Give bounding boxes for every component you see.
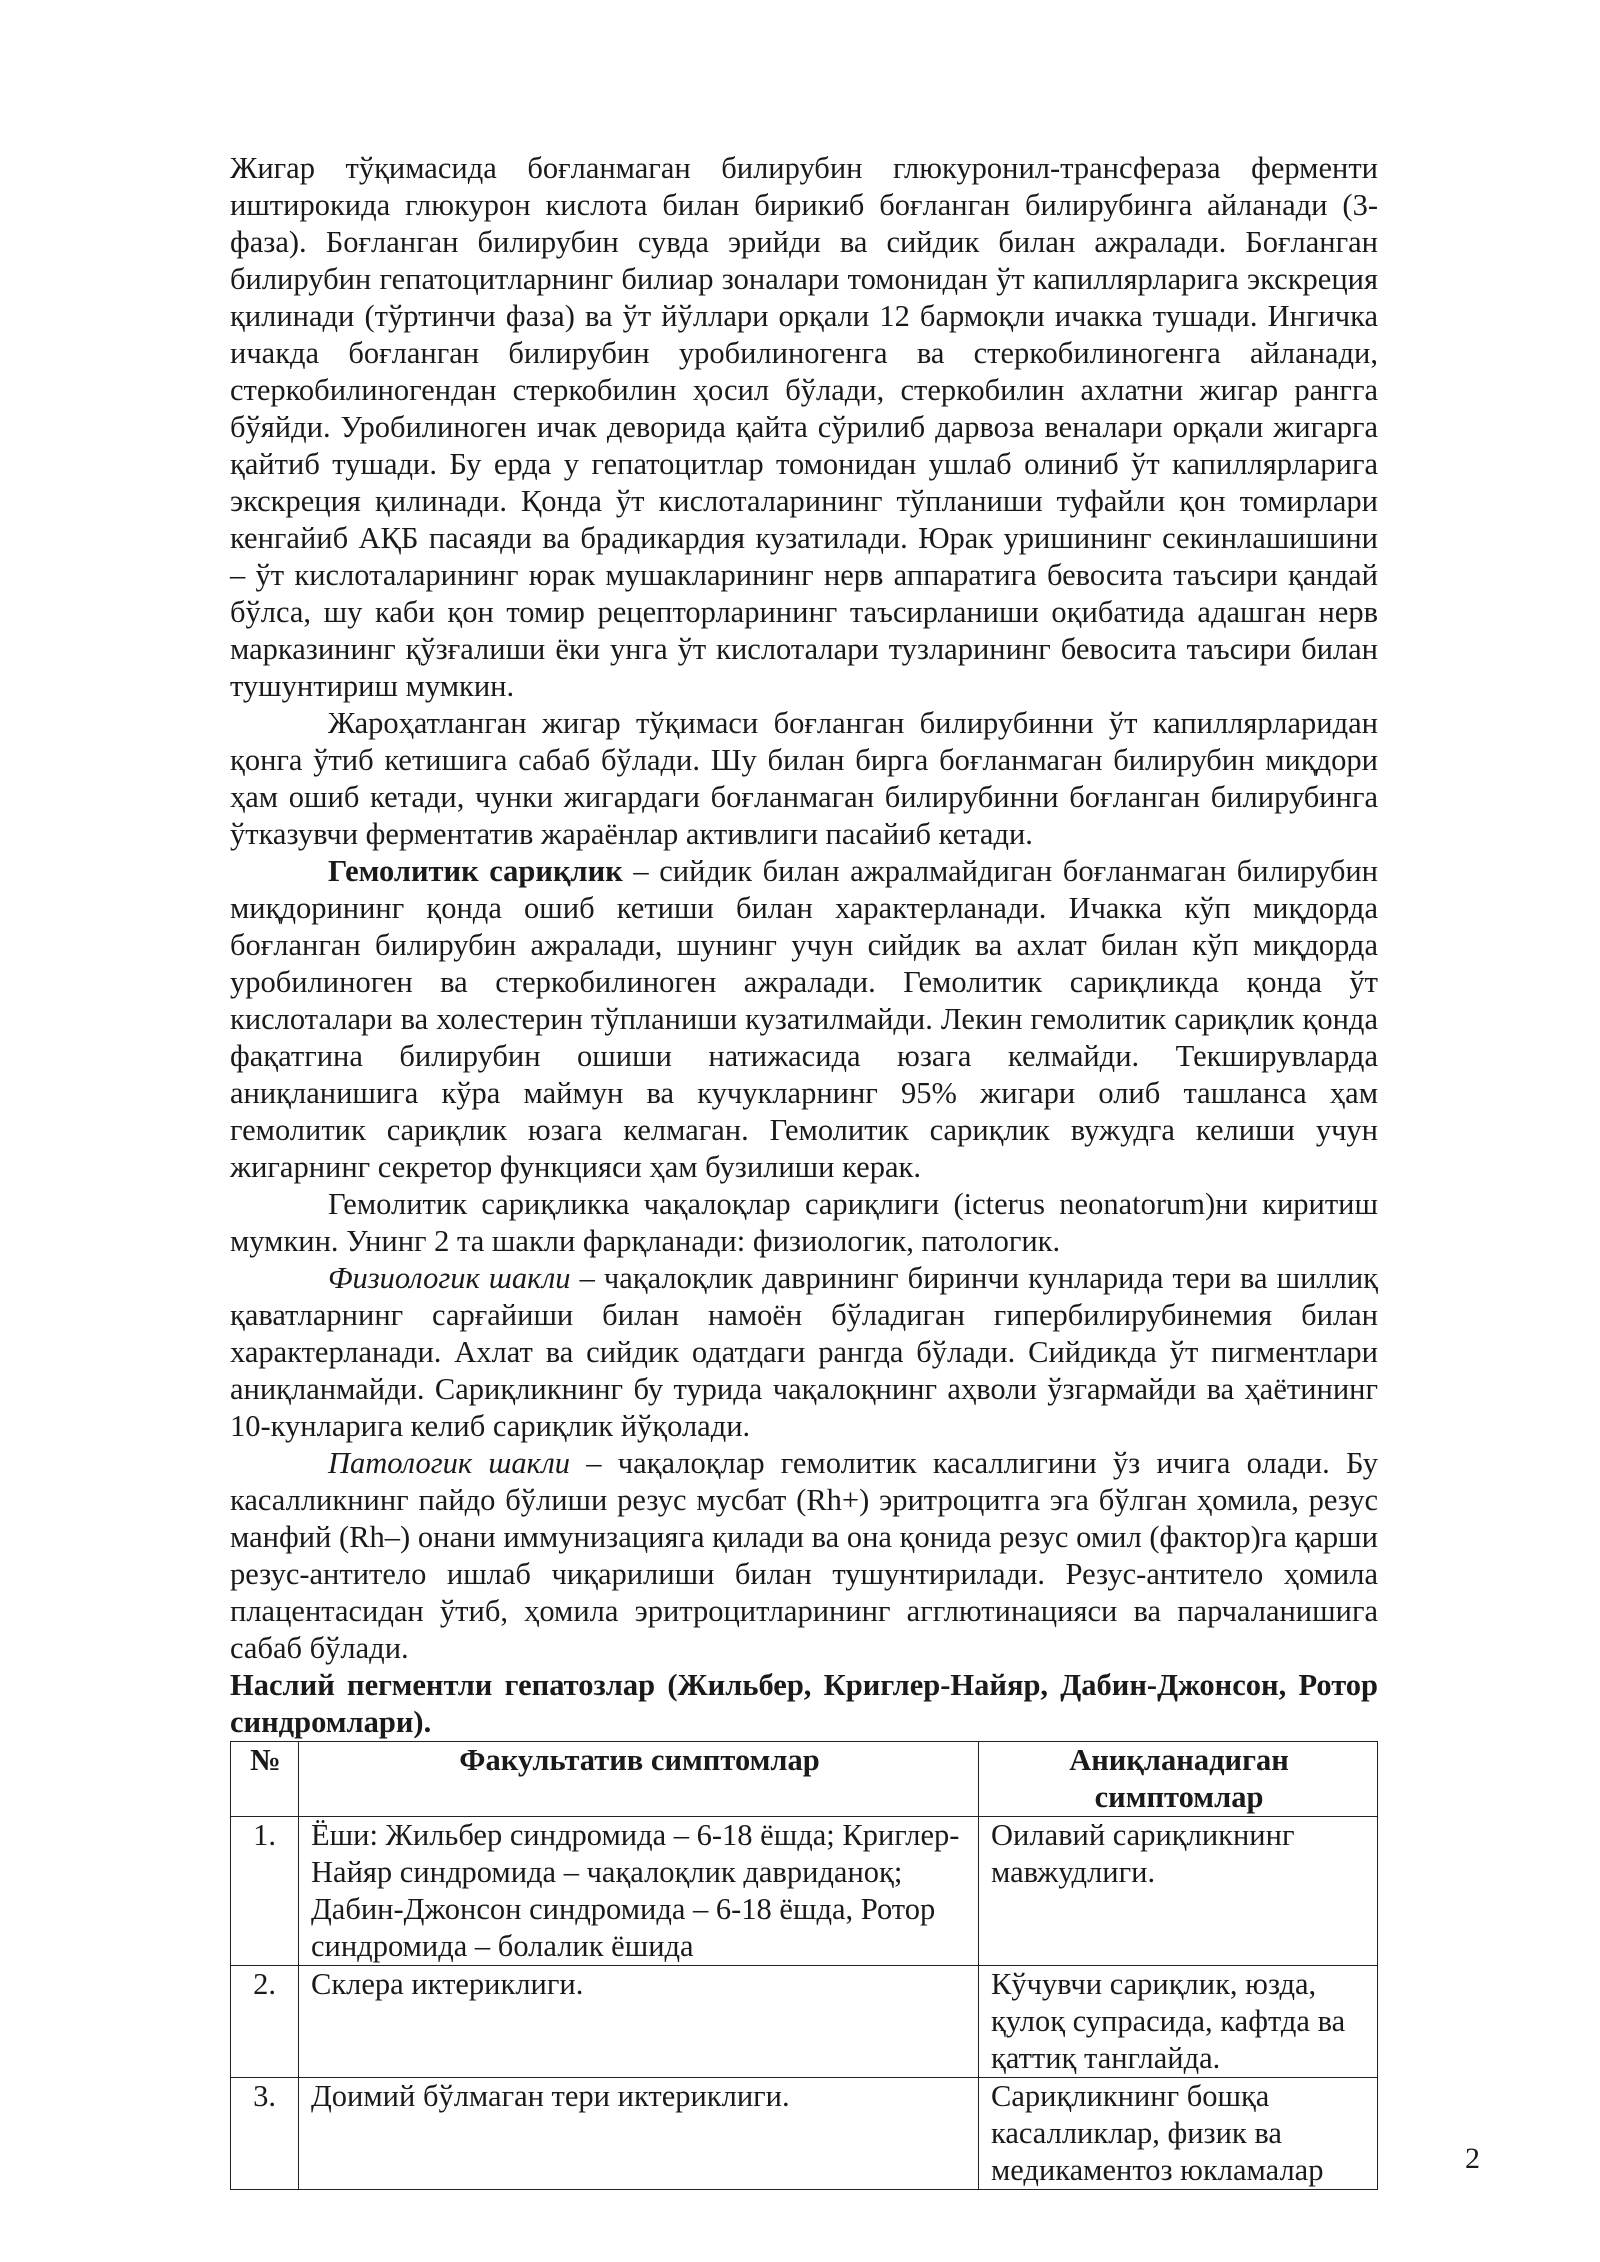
term-physiological-form: Физиологик шакли xyxy=(328,1261,571,1295)
paragraph-neonatal-jaundice: Гемолитик сариқликка чақалоқлар сариқлиги (icterus neonatorum)ни киритиш мумкин. Унинг 2 та шакли фарқланади: физиологик, патологик. xyxy=(230,1187,1378,1258)
paragraph-bilirubin-conjugation: Жигар тўқимасида боғланмаган билирубин глюкуронил-трансфераза ферменти иштирокида глюкурон кислота билан бирикиб боғланган билирубинга айланади (3-фаза). Боғланган билирубин сувда эрийди ва сийдик билан ажралади. Боғланган билирубин гепатоцитларнинг билиар зоналари томонидан ўт капиллярларига экскреция қилинади (тўртинчи фаза) ва ўт йўллари орқали 12 бармоқли ичакка тушади. Ингичка ичакда боғланган билирубин уробилиногенга ва стеркобилиногенга айланади, стеркобилиногендан стеркобилин ҳосил бўлади, стеркобилин ахлатни жигар рангга бўяйди. Уробилиноген ичак деворида қайта сўрилиб дарвоза веналари орқали жигарга қайтиб тушади. Бу ерда у гепатоцитлар томонидан ушлаб олиниб ўт капиллярларига экскреция қилинади. Қонда ўт кислоталарининг тўпланиши туфайли қон томирлари кенгайиб АҚБ пасаяди ва брадикардия кузатилади. Юрак уришининг секинлашишини – ўт кислоталарининг юрак мушакларининг нерв аппаратига бевосита таъсири қандай бўлса, шу каби қон томир рецепторларининг таъсирланиши оқибатида адашган нерв марказининг қўзғалиши ёки унга ўт кислоталари тузларининг бевосита таъсири билан тушунтириш мумкин. xyxy=(230,151,1378,703)
paragraph-pathological-form-text: – чақалоқлар гемолитик касаллигини ўз ичига олади. Бу касалликнинг пайдо бўлиши резус мусбат (Rh+) эритроцитга эга бўлган ҳомила, резус манфий (Rh–) онани иммунизацияга қилади ва она қонида резус омил (фактор)га қарши резус-антитело ишлаб чиқарилиши билан тушунтирилади. Резус-антитело ҳомила плацентасидан ўтиб, ҳомила эритроцитларининг агглютинацияси ва парчаланишига сабаб бўлади. xyxy=(230,1446,1378,1665)
table-title: Наслий пегментли гепатозлар (Жильбер, Криглер-Найяр, Дабин-Джонсон, Ротор синдромлари). xyxy=(230,1668,1378,1739)
header-detected-symptoms: Аниқланадиган симптомлар xyxy=(979,1742,1378,1817)
row-optional-symptom: Ёши: Жильбер синдромида – 6-18 ёшда; Криглер-Найяр синдромида – чақалоқлик давриданоқ; Дабин-Джонсон синдромида – 6-18 ёшда, Ротор синдромида – болалик ёшида xyxy=(299,1817,979,1966)
row-optional-symptom: Доимий бўлмаган тери иктериклиги. xyxy=(299,2078,979,2190)
document-page xyxy=(230,150,1378,2190)
row-optional-symptom: Склера иктериклиги. xyxy=(299,1966,979,2078)
header-optional-symptoms: Факультатив симптомлар xyxy=(299,1742,979,1817)
paragraph-liver-damage: Жароҳатланган жигар тўқимаси боғланган билирубинни ўт капиллярларидан қонга ўтиб кетишига сабаб бўлади. Шу билан бирга боғланмаган билирубин миқдори ҳам ошиб кетади, чунки жигардаги боғланмаган билирубинни боғланган билирубинга ўтказувчи ферментатив жараёнлар активлиги пасайиб кетади. xyxy=(230,706,1378,851)
row-detected-symptom: Кўчувчи сариқлик, юзда, қулоқ супрасида, кафтда ва қаттиқ танглайда. xyxy=(979,1966,1378,2078)
row-detected-symptom: Оилавий сариқликнинг мавжудлиги. xyxy=(979,1817,1378,1966)
paragraph-hemolytic-jaundice-text: – сийдик билан ажралмайдиган боғланмаган билирубин миқдорининг қонда ошиб кетиши билан характерланади. Ичакка кўп миқдорда боғланган билирубин ажралади, шунинг учун сийдик ва ахлат билан кўп миқдорда уробилиноген ва стеркобилиноген ажралади. Гемолитик сариқликда қонда ўт кислоталари ва холестерин тўпланиши кузатилмайди. Лекин гемолитик сариқлик қонда фақатгина билирубин ошиши натижасида юзага келмайди. Текширувларда аниқланишига кўра маймун ва кучукларнинг 95% жигари олиб ташланса ҳам гемолитик сариқлик юзага келмаган. Гемолитик сариқлик вужудга келиши учун жигарнинг секретор функцияси ҳам бузилиши керак. xyxy=(230,854,1378,1184)
table-row xyxy=(231,2078,1378,2190)
row-number: 2. xyxy=(231,1966,299,2078)
row-number: 3. xyxy=(231,2078,299,2190)
table-row xyxy=(231,1817,1378,1966)
paragraph-hemolytic-jaundice xyxy=(230,853,1378,1186)
row-number: 1. xyxy=(231,1817,299,1966)
row-detected-symptom: Сариқликнинг бошқа касалликлар, физик ва медикаментоз юкламалар xyxy=(979,2078,1378,2190)
symptoms-table xyxy=(230,1741,1378,2190)
paragraph-physiological-form xyxy=(230,1260,1378,1445)
paragraph-physiological-form-text: – чақалоқлик даврининг биринчи кунларида тери ва шиллиқ қаватларнинг сарғайиши билан намоён бўладиган гипербилирубинемия билан характерланади. Ахлат ва сийдик одатдаги рангда бўлади. Сийдикда ўт пигментлари аниқланмайди. Сариқликнинг бу турида чақалоқнинг аҳволи ўзгармайди ва ҳаётининг 10-кунларига келиб сариқлик йўқолади. xyxy=(230,1261,1378,1443)
term-hemolytic-jaundice: Гемолитик сариқлик xyxy=(328,854,623,888)
header-number: № xyxy=(231,1742,299,1817)
term-pathological-form: Патологик шакли xyxy=(328,1446,571,1480)
table-row xyxy=(231,1966,1378,2078)
table-header-row xyxy=(231,1742,1378,1817)
page-number: 2 xyxy=(1465,2142,1480,2175)
paragraph-pathological-form xyxy=(230,1445,1378,1667)
